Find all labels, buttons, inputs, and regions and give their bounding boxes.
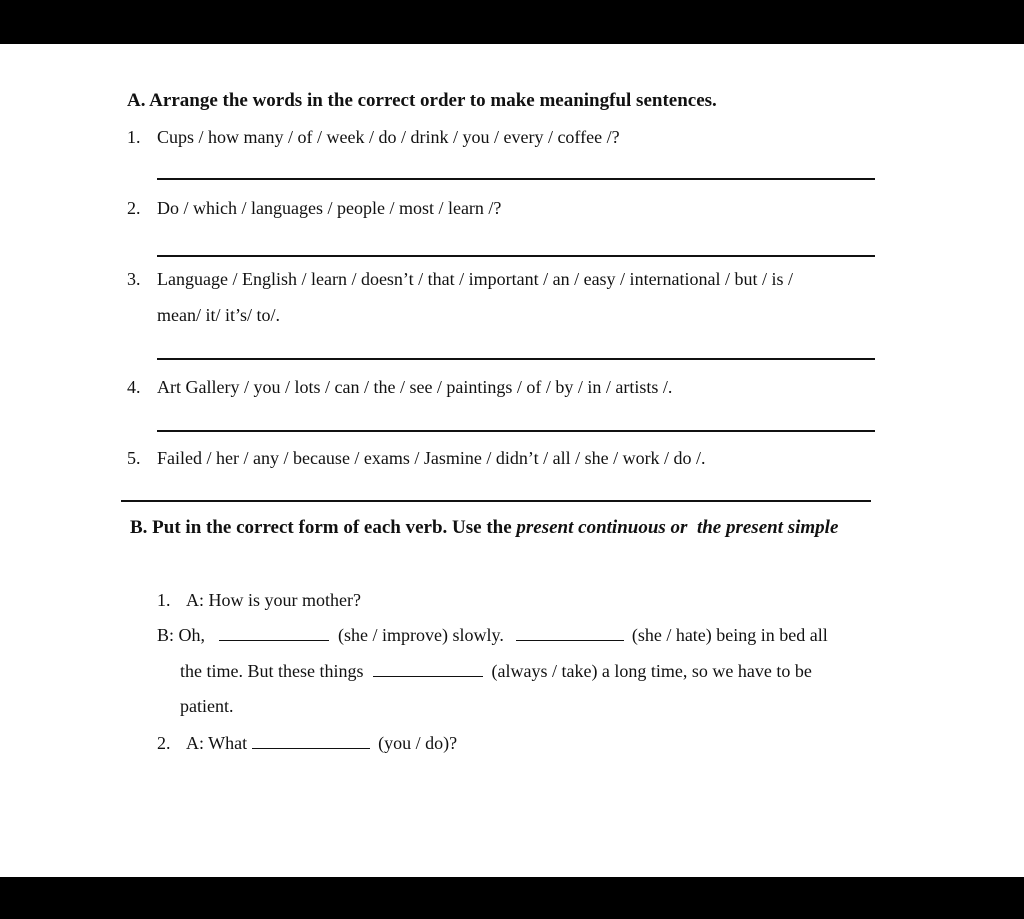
b-q2-blank[interactable]	[252, 734, 370, 749]
b-q1-line-2	[180, 661, 812, 682]
section-b-title-italic-1: present continuous or	[516, 517, 688, 538]
item-3-answer-line[interactable]	[157, 358, 875, 360]
section-a-title: A. Arrange the words in the correct order to make meaningful sentences.	[127, 90, 717, 111]
item-1-answer-line[interactable]	[157, 178, 875, 180]
b-q1-blank-3[interactable]	[373, 662, 483, 677]
b-q2-prefix: A: What	[186, 733, 248, 753]
item-4-text: Art Gallery / you / lots / can / the / see / paintings / of / by / in / artists /.	[157, 377, 673, 397]
b-q1-blank-2[interactable]	[516, 626, 624, 641]
section-b-title	[130, 517, 838, 539]
b-q2-number: 2.	[157, 733, 171, 753]
b-q2-line	[186, 733, 457, 754]
b-q1-blank-1[interactable]	[219, 626, 329, 641]
item-3-number: 3.	[127, 269, 141, 289]
item-2-answer-line[interactable]	[157, 255, 875, 257]
item-5-answer-line[interactable]	[121, 500, 871, 502]
b-q1-b-line	[157, 625, 828, 646]
item-2-text: Do / which / languages / people / most / learn /?	[157, 198, 502, 218]
b-q1-b-prefix: B: Oh,	[157, 625, 206, 645]
item-1-text: Cups / how many / of / week / do / drink / you / every / coffee /?	[157, 127, 620, 147]
worksheet-page	[0, 44, 1024, 877]
b-q1-line2-prefix: the time. But these things	[180, 661, 364, 681]
section-b-title-prefix: B. Put in the correct form of each verb. Use the	[130, 517, 517, 538]
b-q1-number: 1.	[157, 590, 171, 610]
b-q1-b-part2: (she / hate) being in bed all	[631, 625, 828, 645]
item-1-number: 1.	[127, 127, 141, 147]
item-4-number: 4.	[127, 377, 141, 397]
section-b-title-italic-2: the present simple	[696, 517, 839, 538]
b-q2-suffix: (you / do)?	[378, 733, 458, 753]
item-3-text: Language / English / learn / doesn’t / that / important / an / easy / international / but / is /	[157, 269, 794, 289]
b-q1-b-part1: (she / improve) slowly.	[338, 625, 504, 645]
item-5-number: 5.	[127, 448, 141, 468]
item-3-text-continued: mean/ it/ it’s/ to/.	[157, 305, 280, 325]
b-q1-a-line: A: How is your mother?	[186, 590, 361, 610]
item-2-number: 2.	[127, 198, 141, 218]
item-5-text: Failed / her / any / because / exams / Jasmine / didn’t / all / she / work / do /.	[157, 448, 706, 468]
item-4-answer-line[interactable]	[157, 430, 875, 432]
b-q1-line-3: patient.	[180, 696, 234, 716]
b-q1-line2-suffix: (always / take) a long time, so we have to be	[491, 661, 812, 681]
